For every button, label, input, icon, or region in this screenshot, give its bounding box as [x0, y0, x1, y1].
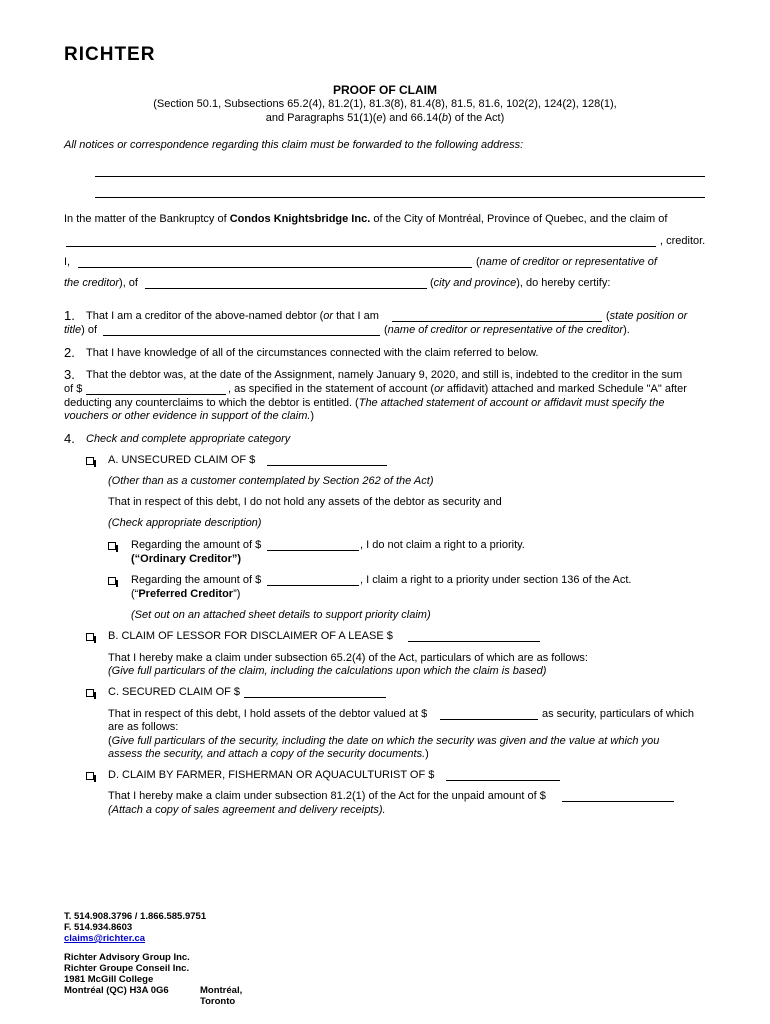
preferred-part: ”) [233, 588, 241, 600]
item-3-line-1: That the debtor was, at the date of the Assignment, namely January 9, 2020, and still is, indebted to the creditor in the sum [86, 369, 683, 381]
item-3-part: or [434, 383, 444, 395]
item-3-part: , as specified in the statement of account ( [228, 383, 435, 395]
unsecured-label: A. UNSECURED CLAIM OF $ [108, 454, 256, 466]
ordinary-creditor-label: (“Ordinary Creditor”) [131, 553, 242, 565]
city-province-line[interactable] [145, 288, 427, 289]
item-3-line-3 [64, 397, 664, 411]
matter-post: of the City of Montréal, Province of Quebec, and the claim of [370, 213, 668, 225]
item-3-line-4 [64, 410, 314, 424]
item-3-part: The attached statement of account or affidavit must specify the [358, 397, 665, 409]
matter-text [64, 213, 667, 227]
farmer-note: (Attach a copy of sales agreement and delivery receipts). [108, 804, 386, 816]
checkbox-secured[interactable] [86, 689, 94, 697]
intro-line-2 [64, 277, 138, 291]
city-label: city and province [433, 277, 517, 289]
preferred-amount-line[interactable] [267, 585, 359, 586]
preferred-creditor-label [131, 588, 240, 602]
item-3-part: ) [310, 410, 315, 422]
footer-email-link[interactable]: claims@richter.ca [64, 933, 146, 944]
secured-note-text: Give full particulars of the security, including the date on which the security was given and the value at which you [111, 735, 660, 747]
checkbox-preferred[interactable] [108, 577, 116, 585]
preferred-text-a: Regarding the amount of $ [131, 574, 262, 586]
ordinary-text-b: , I do not claim a right to a priority. [360, 539, 525, 551]
farmer-desc: That I hereby make a claim under subsection 81.2(1) of the Act for the unpaid amount of $ [108, 790, 546, 802]
farmer-label: D. CLAIM BY FARMER, FISHERMAN OR AQUACULTURIST OF $ [108, 769, 435, 781]
creditor-line[interactable] [103, 335, 380, 336]
footer-company-1: Richter Advisory Group Inc. [64, 952, 190, 963]
farmer-unpaid-line[interactable] [562, 801, 674, 802]
footer-fax: F. 514.934.8603 [64, 922, 133, 933]
footer-phone: T. 514.908.3796 / 1.866.585.9751 [64, 911, 207, 922]
ordinary-text-a: Regarding the amount of $ [131, 539, 262, 551]
subtitle-text: b [441, 111, 448, 124]
secured-value-line[interactable] [440, 719, 538, 720]
position-line[interactable] [392, 321, 602, 322]
secured-label: C. SECURED CLAIM OF $ [108, 686, 241, 698]
item-1-text [86, 310, 379, 324]
footer-offices: Montréal, Toronto [200, 985, 243, 1007]
representative-suffix: (name of creditor or representative of [476, 256, 657, 268]
creditor-label: the creditor [64, 277, 120, 289]
richter-logo: RICHTER [64, 44, 156, 65]
footer-address [64, 952, 243, 1007]
debtor-name: Condos Knightsbridge Inc. [229, 213, 371, 225]
secured-note-b: assess the security, and attach a copy of the security documents.) [108, 748, 429, 760]
unsecured-check-note: (Check appropriate description) [108, 517, 262, 529]
creditor-suffix: , creditor. [660, 235, 706, 247]
title-label: title [64, 324, 82, 336]
subtitle-line-2 [0, 112, 770, 126]
footer-company-2: Richter Groupe Conseil Inc. [64, 963, 190, 974]
lessor-desc: That I hereby make a claim under subsection 65.2(4) of the Act, particulars of which are as follows: [108, 652, 588, 664]
secured-desc-c: are as follows: [108, 721, 179, 733]
item-2-number: 2. [64, 345, 75, 360]
item-3-part: affidavit) attached and marked Schedule "A" after [443, 383, 687, 395]
unsecured-desc: That in respect of this debt, I do not hold any assets of the debtor as security and [108, 496, 502, 508]
item-1-part: That I am a creditor of the above-named debtor ( [86, 310, 324, 322]
name-label: name of creditor or representative of the creditor [387, 324, 624, 336]
address-line-1[interactable] [95, 176, 705, 177]
preferred-note: (Set out on an attached sheet details to support priority claim) [131, 609, 431, 621]
item-3-part: vouchers or other evidence in support of the claim. [64, 410, 311, 422]
lessor-amount-line[interactable] [408, 641, 540, 642]
preferred-text-b: , I claim a right to a priority under section 136 of the Act. [360, 574, 632, 586]
item-3-line-2-a: of $ [64, 383, 83, 395]
footer-city [64, 985, 243, 1007]
creditor-name-line[interactable] [66, 246, 656, 247]
checkbox-ordinary[interactable] [108, 542, 116, 550]
page-title: PROOF OF CLAIM [333, 83, 437, 97]
item-1-name-suffix: (name of creditor or representative of the creditor). [384, 324, 630, 336]
of-label: ), of [119, 277, 138, 289]
checkbox-lessor[interactable] [86, 633, 94, 641]
subtitle-text: and Paragraphs 51(1)( [265, 111, 377, 124]
secured-amount-line[interactable] [244, 697, 386, 698]
subtitle-text: ) of the Act) [448, 111, 505, 124]
city-suffix: (city and province), do hereby certify: [430, 277, 611, 289]
position-label: state position or [609, 310, 688, 322]
position-suffix: (state position or [606, 310, 688, 322]
footer-contact [64, 911, 206, 944]
preferred-part: (“ [131, 588, 139, 600]
representative-name-line[interactable] [78, 267, 472, 268]
item-4-text: Check and complete appropriate category [86, 433, 291, 445]
secured-desc-a: That in respect of this debt, I hold assets of the debtor valued at $ [108, 708, 428, 720]
item-1-part: that I am [333, 310, 379, 322]
lessor-label: B. CLAIM OF LESSOR FOR DISCLAIMER OF A LEASE $ [108, 630, 393, 642]
secured-desc-b: as security, particulars of which [542, 708, 695, 720]
item-4-number: 4. [64, 431, 75, 446]
footer-city-text: Montréal (QC) H3A 0G6 [64, 985, 169, 996]
representative-suffix-text: name of creditor or representative of [479, 256, 657, 268]
ordinary-amount-line[interactable] [267, 550, 359, 551]
i-label: I, [64, 256, 71, 268]
farmer-amount-line[interactable] [446, 780, 560, 781]
item-2-text: That I have knowledge of all of the circumstances connected with the claim referred to below. [86, 347, 539, 359]
footer-street: 1981 McGill College [64, 974, 154, 985]
subtitle-text: ) and 66.14( [382, 111, 442, 124]
item-1-part: or [323, 310, 334, 322]
unsecured-amount-line[interactable] [267, 465, 387, 466]
checkbox-unsecured[interactable] [86, 457, 94, 465]
sum-line[interactable] [86, 394, 226, 395]
subtitle-line-1: (Section 50.1, Subsections 65.2(4), 81.2(1), 81.3(8), 81.4(8), 81.5, 81.6, 102(2), 124(2), 128(1), [153, 98, 617, 110]
unsecured-note: (Other than as a customer contemplated by Section 262 of the Act) [108, 475, 434, 487]
address-line-2[interactable] [95, 197, 705, 198]
notice-text: All notices or correspondence regarding this claim must be forwarded to the following address: [64, 139, 524, 151]
preferred-part: Preferred Creditor [138, 588, 234, 600]
subtitle [0, 98, 770, 125]
item-3-part: deducting any counterclaims to which the debtor is entitled. ( [64, 397, 359, 409]
item-3-number: 3. [64, 367, 75, 382]
lessor-note: (Give full particulars of the claim, including the calculations upon which the claim is based) [108, 665, 547, 677]
secured-note-a: (Give full particulars of the security, including the date on which the security was given and the value at which you [108, 735, 660, 747]
item-1-number: 1. [64, 308, 75, 323]
matter-pre: In the matter of the Bankruptcy of [64, 213, 230, 225]
of-label: ) of [81, 324, 98, 336]
certify-label: ), do hereby certify: [516, 277, 611, 289]
item-1-line-2 [64, 324, 97, 338]
checkbox-farmer[interactable] [86, 772, 94, 780]
secured-note-text: assess the security, and attach a copy of the security documents. [108, 748, 426, 760]
subtitle-text: e [376, 111, 383, 124]
item-3-line-2-b [228, 383, 687, 397]
